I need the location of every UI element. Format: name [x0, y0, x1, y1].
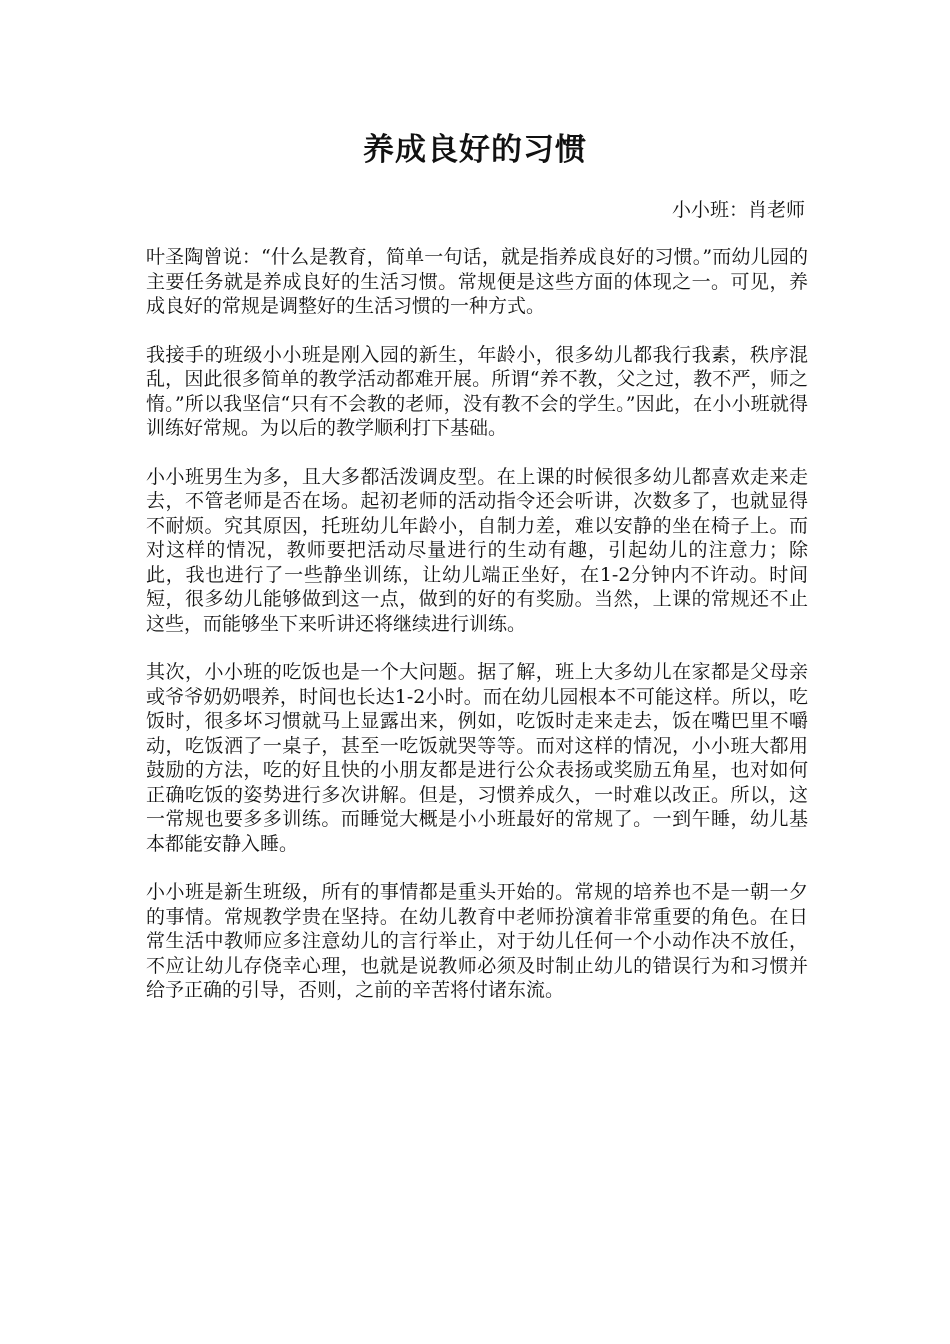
page-title: 养成良好的习惯 [363, 132, 587, 168]
author-line: 小小班：肖老师 [671, 199, 805, 221]
paragraph: 其次，小小班的吃饭也是一个大问题。据了解，班上大多幼儿在家都是父母亲或爷爷奶奶喂养，时间也长达1-2小时。而在幼儿园根本不可能这样。所以，吃饭时，很多坏习惯就马上显露出来，例如，吃饭时走来走去，饭在嘴巴里不嚼动，吃饭洒了一桌子，甚至一吃饭就哭等等。而对这样的情况，小小班大都用鼓励的方法，吃的好且快的小朋友都是进行公众表扬或奖励五角星，也对如何正确吃饭的姿势进行多次讲解。但是，习惯养成久，一时难以改正。所以，这一常规也要多多训练。而睡觉大概是小小班最好的常规了。一到午睡，幼儿基本都能安静入睡。 [146, 661, 808, 855]
paragraph: 小小班男生为多，且大多都活泼调皮型。在上课的时候很多幼儿都喜欢走来走去，不管老师是否在场。起初老师的活动指令还会听讲，次数多了，也就显得不耐烦。究其原因，托班幼儿年龄小，自制力差，难以安静的坐在椅子上。而对这样的情况，教师要把活动尽量进行的生动有趣，引起幼儿的注意力；除此，我也进行了一些静坐训练，让幼儿端正坐好，在1-2分钟内不许动。时间短，很多幼儿能够做到这一点，做到的好的有奖励。当然，上课的常规还不止这些，而能够坐下来听讲还将继续进行训练。 [146, 465, 808, 635]
paragraph: 我接手的班级小小班是刚入园的新生，年龄小，很多幼儿都我行我素，秩序混乱，因此很多简单的教学活动都难开展。所谓“养不教，父之过，教不严，师之惰。”所以我坚信“只有不会教的老师，没有教不会的学生。”因此，在小小班就得训练好常规。为以后的教学顺利打下基础。 [146, 343, 808, 439]
article-body [146, 245, 808, 1027]
paragraph: 小小班是新生班级，所有的事情都是重头开始的。常规的培养也不是一朝一夕的事情。常规教学贵在坚持。在幼儿教育中老师扮演着非常重要的角色。在日常生活中教师应多注意幼儿的言行举止，对于幼儿任何一个小动作决不放任，不应让幼儿存侥幸心理，也就是说教师必须及时制止幼儿的错误行为和习惯并给予正确的引导，否则，之前的辛苦将付诸东流。 [146, 881, 808, 1001]
paragraph: 叶圣陶曾说：“什么是教育，简单一句话，就是指养成良好的习惯。”而幼儿园的主要任务就是养成良好的生活习惯。常规便是这些方面的体现之一。可见，养成良好的常规是调整好的生活习惯的一种方式。 [146, 246, 808, 317]
